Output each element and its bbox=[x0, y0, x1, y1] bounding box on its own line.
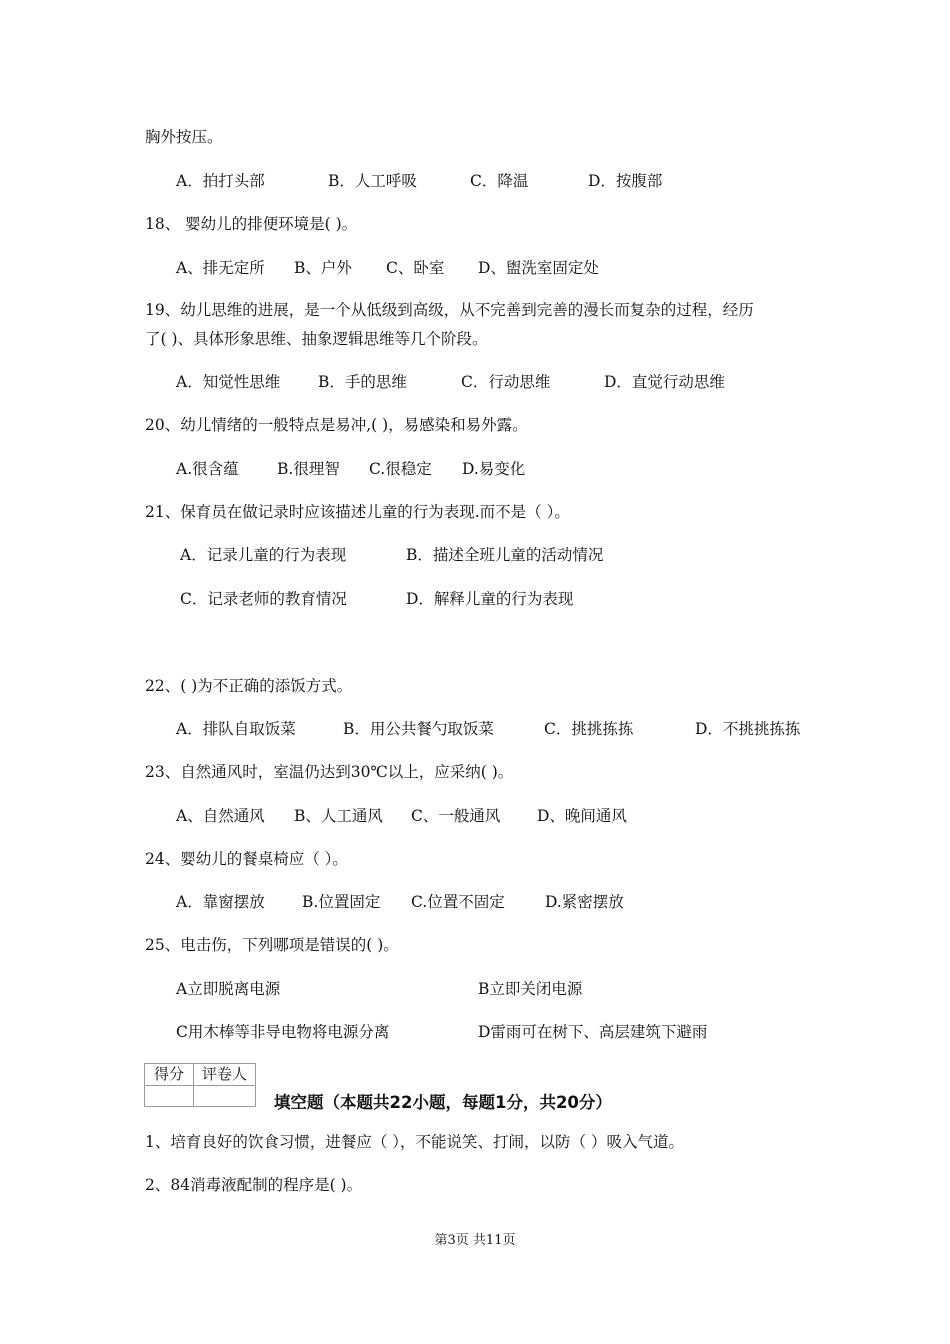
question-19: 19、幼儿思维的进展，是一个从低级到高级，从不完善到完善的漫长而复杂的过程，经历 bbox=[145, 301, 754, 319]
option: C.很稳定 bbox=[369, 460, 432, 478]
question-25: 25、电击伤，下列哪项是错误的( )。 bbox=[145, 936, 399, 954]
option: D．不挑挑拣拣 bbox=[695, 720, 801, 738]
option: C用木棒等非导电物将电源分离 bbox=[176, 1023, 390, 1041]
option: A、自然通风 bbox=[176, 807, 265, 825]
option: D、晚间通风 bbox=[537, 807, 627, 825]
question-22: 22、( )为不正确的添饭方式。 bbox=[145, 677, 353, 695]
option: D．按腹部 bbox=[588, 172, 663, 190]
option: A．记录儿童的行为表现 bbox=[180, 546, 347, 564]
fill-question-1: 1、培育良好的饮食习惯，进餐应（ ），不能说笑、打闹，以防（ ）吸入气道。 bbox=[145, 1133, 684, 1151]
option: C．挑挑拣拣 bbox=[544, 720, 634, 738]
score-box bbox=[144, 1063, 256, 1107]
option: B、户外 bbox=[294, 259, 352, 277]
option: B．描述全班儿童的活动情况 bbox=[406, 546, 604, 564]
option: A立即脱离电源 bbox=[176, 980, 281, 998]
question-20: 20、幼儿情绪的一般特点是易冲,( )，易感染和易外露。 bbox=[145, 416, 528, 434]
option: D．直觉行动思维 bbox=[604, 373, 725, 391]
question-18: 18、 婴幼儿的排便环境是( )。 bbox=[145, 215, 358, 233]
question-24: 24、婴幼儿的餐桌椅应（ ）。 bbox=[145, 850, 348, 868]
option: C、卧室 bbox=[386, 259, 445, 277]
grader-label: 评卷人 bbox=[194, 1064, 255, 1086]
score-cell bbox=[145, 1086, 194, 1106]
option: B．人工呼吸 bbox=[328, 172, 417, 190]
option: D、盥洗室固定处 bbox=[478, 259, 599, 277]
option: D.紧密摆放 bbox=[545, 893, 624, 911]
option: A．靠窗摆放 bbox=[176, 893, 265, 911]
option: B．用公共餐勺取饭菜 bbox=[343, 720, 494, 738]
option: C、一般通风 bbox=[411, 807, 501, 825]
option: B.很理智 bbox=[277, 460, 340, 478]
question-23: 23、自然通风时，室温仍达到30℃以上，应采纳( )。 bbox=[145, 763, 514, 781]
option: C．行动思维 bbox=[461, 373, 551, 391]
option: D．解释儿童的行为表现 bbox=[406, 590, 574, 608]
question-19-cont: 了( )、具体形象思维、抽象逻辑思维等几个阶段。 bbox=[145, 330, 488, 348]
option: C.位置不固定 bbox=[411, 893, 505, 911]
option: A．排队自取饭菜 bbox=[176, 720, 296, 738]
option: B立即关闭电源 bbox=[478, 980, 583, 998]
fill-question-2: 2、84消毒液配制的程序是( )。 bbox=[145, 1176, 363, 1194]
question-text: 胸外按压。 bbox=[145, 128, 223, 146]
option: A．知觉性思维 bbox=[176, 373, 281, 391]
option: D雷雨可在树下、高层建筑下避雨 bbox=[478, 1023, 708, 1041]
score-label: 得分 bbox=[145, 1064, 194, 1086]
option: B、人工通风 bbox=[294, 807, 383, 825]
section-title: 填空题（本题共22小题，每题1分，共20分） bbox=[274, 1093, 612, 1112]
option: B.位置固定 bbox=[302, 893, 381, 911]
option: B．手的思维 bbox=[318, 373, 407, 391]
question-21: 21、保育员在做记录时应该描述儿童的行为表现.而不是（ ）。 bbox=[145, 503, 570, 521]
option: A、排无定所 bbox=[176, 259, 265, 277]
page-footer: 第3页 共11页 bbox=[434, 1233, 516, 1248]
option: A.很含蕴 bbox=[176, 460, 239, 478]
option: D.易变化 bbox=[462, 460, 526, 478]
option: C．降温 bbox=[470, 172, 529, 190]
option: A．拍打头部 bbox=[176, 172, 265, 190]
option: C．记录老师的教育情况 bbox=[180, 590, 347, 608]
